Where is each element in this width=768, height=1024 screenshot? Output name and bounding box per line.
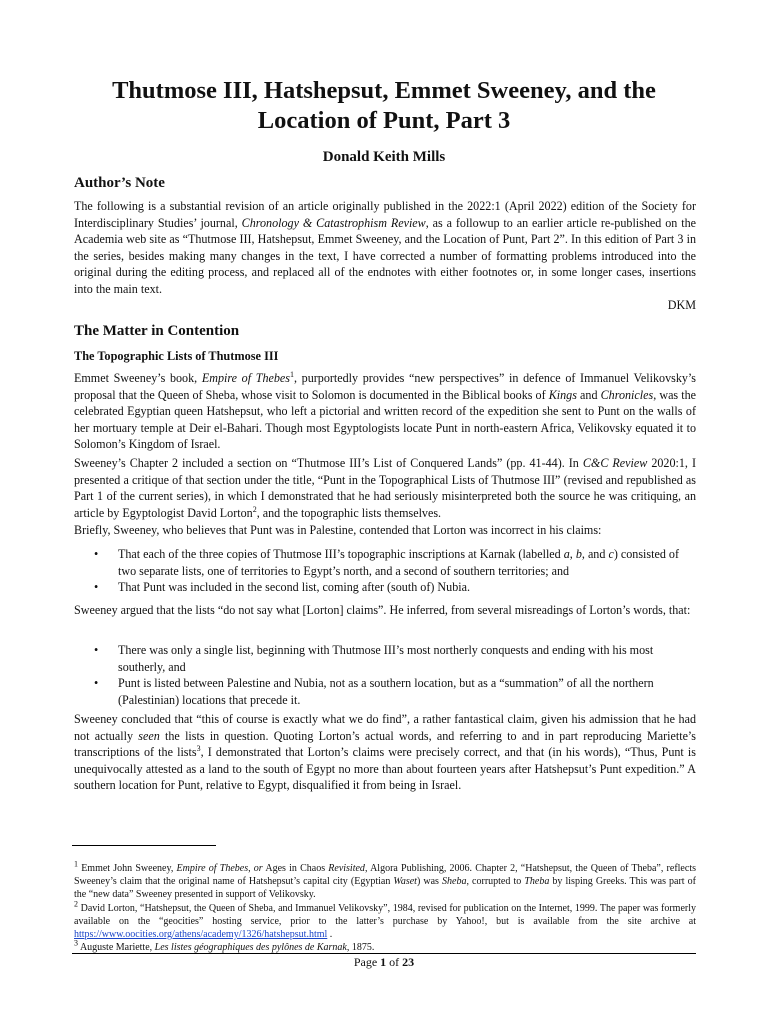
list-item: • There was only a single list, beginning with Thutmose III’s most northerly conquests and ending with his most southerly, and [94, 643, 654, 674]
list-item: • Punt is listed between Palestine and Nubia, not as a southern location, but as a “summation” of all the northern (Palestinian) locations that precede it. [94, 676, 654, 707]
footnote-3: $^3$ Auguste Mariette, Les listes géographiques des pylônes de Karnak, 1875. [74, 938, 375, 954]
document-page [72, 0, 696, 1024]
section-heading: The Matter in Contention [74, 323, 240, 339]
authors-note-paragraph: The following is a substantial revision of an article originally published in the 2022:1 (April 2022) edition of the Society for Interdisciplinary Studies’ journal, Chronology & Catastrophism Review, as a followup to an earlier article re-published on the Academia web site as “Thutmose III, Hatshepsut, Emmet Sweeney, and the Location of Punt, Part 2”. In this edition of Part 3 in the series, besides making many changes in the text, I have corrected a number of formatting problems introduced into the original during the editing process, and replaced all of the endnotes with either footnotes or, in some longer cases, insertions into the main text. [74, 199, 696, 296]
footnotes [74, 859, 697, 954]
footnote-ref-2[interactable]: 2 [252, 504, 257, 514]
list-item: • That each of the three copies of Thutmose III’s topographic inscriptions at Karnak (labelled a, b, and c) consisted of two separate lists, one of territories to Egypt’s north, and a second of southern territories; and [94, 547, 679, 578]
footnote-separator [72, 845, 216, 846]
footer-rule [72, 953, 696, 954]
paragraph-critique: Sweeney’s Chapter 2 included a section on “Thutmose III’s List of Conquered Lands” (pp. 41-44). In C&C Review 2020:1, I presented a critique of that section under the title, “Punt in the Topographical Lists of Thutmose III” (revised and republished as Part 1 of the current series), in which I demonstrated that he had seriously misinterpreted both the source he was critiquing, an article by Egyptologist David Lorton$^2$, and the topographic lists themselves. [74, 456, 696, 520]
author-name: Donald Keith Mills [322, 149, 446, 165]
footnote-ref-1[interactable]: 1 [289, 369, 294, 379]
list-item: • That Punt was included in the second list, coming after (south of) Nubia. [94, 580, 470, 594]
paragraph-intro: Emmet Sweeney’s book, Empire of Thebes$^1$, purportedly provides “new perspectives” in defence of Immanuel Velikovsky’s proposal that the Queen of Sheba, whose visit to Solomon is documented in the Biblical books of Kings and Chronicles, was the celebrated Egyptian queen Hatshepsut, who left a pictorial and written record of the expedition she sent to Punt on the walls of her mortuary temple at Deir el-Bahari. Though most Egyptologists locate Punt in north-eastern Africa, Velikovsky equated it to Solomon’s Kingdom of Israel. [74, 369, 697, 451]
paragraph-conclusion: Sweeney concluded that “this of course is exactly what we do find”, a rather fantastical claim, given his admission that he had not actually seen the lists in question. Quoting Lorton’s actual words, and referring to and in part reproducing Mariette’s transcriptions of the lists$^3$, I demonstrated that Lorton’s claims were precisely correct, and that (in his words), “Thus, Punt is unequivocally attested as a land to the south of Egypt no more than about fourteen years after Hatshepsut’s Punt expedition.” A southern location for Punt, relative to Egypt, disqualified it from being in Israel. [74, 712, 697, 792]
footnote-ref-3[interactable]: 3 [196, 743, 201, 753]
signature: DKM [667, 298, 696, 312]
authors-note-heading: Author’s Note [74, 175, 165, 191]
archive-link[interactable]: https://www.oocities.org/athens/academy/1326/hatshepsut.html [74, 929, 328, 941]
claims-list [72, 546, 696, 596]
page-number: Page 1 of 23 [353, 955, 415, 969]
journal-title: Chronology & Catastrophism Review [241, 215, 426, 230]
paragraph-sweeney-argued: Sweeney argued that the lists “do not say what [Lorton] claims”. He inferred, from several misreadings of Lorton’s words, that: [74, 603, 691, 617]
paragraph-briefly: Briefly, Sweeney, who believes that Punt was in Palestine, contended that Lorton was incorrect in his claims: [74, 523, 602, 537]
subsection-heading: The Topographic Lists of Thutmose III [74, 349, 279, 363]
document-title: Thutmose III, Hatshepsut, Emmet Sweeney, and the Location of Punt, Part 3 [112, 77, 656, 134]
footnote-2: $^2$ David Lorton, “Hatshepsut, the Queen of Sheba, and Immanuel Velikovsky”, 1984, revised for publication on the Internet, 1999. The paper was formerly available on the “geocities” hosting service, prior to the latter’s purchase by Yahoo!, but is available from the site archive at https://www.oocities.org/athens/academy/1326/hatshepsut.html . [74, 899, 696, 941]
inferences-list [72, 642, 696, 708]
footnote-1: $^1$ Emmet John Sweeney, Empire of Thebes, or Ages in Chaos Revisited, Algora Publishing, 2006. Chapter 2, “Hatshepsut, the Queen of Theba”, reflects Sweeney’s claim that the original name of Hatshepsut’s capital city (Egyptian Waset) was Sheba, corrupted to Theba by lisping Greeks. This was part of the “new data” Sweeney presented in support of Velikovsky. [74, 859, 697, 901]
